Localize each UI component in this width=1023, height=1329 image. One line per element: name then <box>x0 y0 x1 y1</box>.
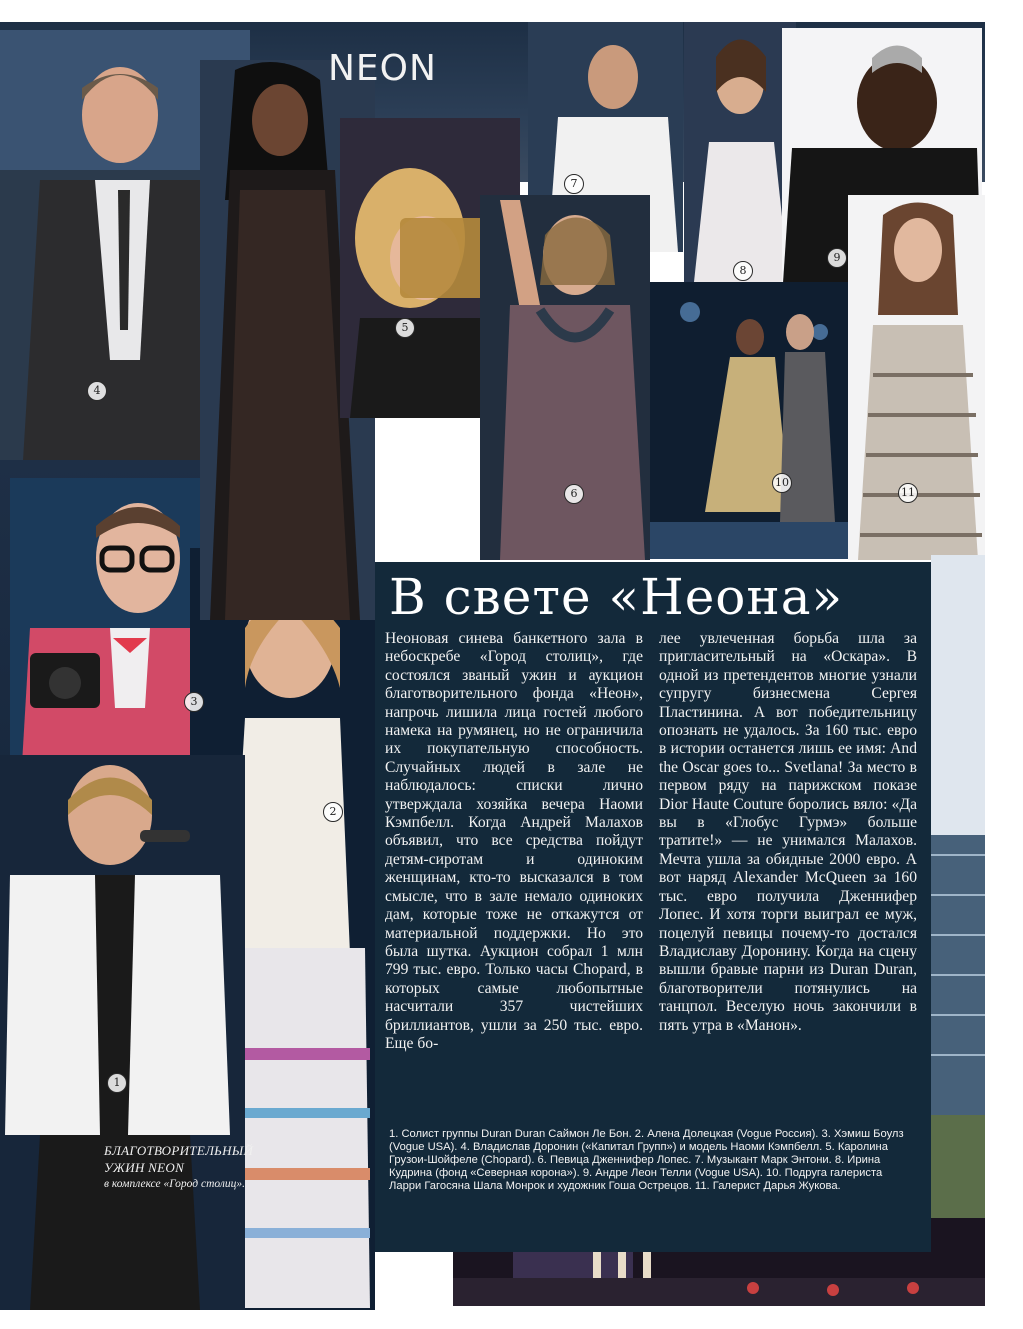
photo-11-woman-striped-dress <box>848 195 985 560</box>
photo-number-1: 1 <box>107 1073 127 1093</box>
photo-number-2: 2 <box>323 802 343 822</box>
photo-number-6: 6 <box>564 484 584 504</box>
article-column-2: лее увлеченная борьба шла за пригласительный на «Оскара». В одной из претендентов многие узнали супругу бизнесмена Сергея Пластинина. А вот победительницу опознать не удалось. За 160 тыс. евро в истории останется лишь ее имя: And the Oscar goes to... Svetlana! За место в первом ряду на парижском показе Dior Haute Couture боролись вяло: «Да вы в «Глобус Гурмэ» больше тратите!» — не унимался Малахов. Мечта ушла за обидные 2000 евро. А вот наряд Alexander McQueen за 160 тыс. евро получила Дженнифер Лопес. И хотя торги выиграл ее муж, поцелуй певицы почему-то достался Владиславу Доронину. Когда на сцену вышли бравые парни из Duran Duran, благотворители потянулись на танцпол. Веселую ночь закончили в пять утра в «Манон». <box>659 630 917 1034</box>
photo-10-dancing-couple <box>650 282 862 559</box>
event-caption-title-line1: БЛАГОТВОРИТЕЛЬНЫЙ <box>104 1143 254 1158</box>
photo-captions: 1. Солист группы Duran Duran Саймон Ле Бон. 2. Алена Долецкая (Vogue Россия). 3. Хэмиш Боулз (Vogue USA). 4. Владислав Доронин («Капитал Групп») и модель Наоми Кэмпбелл. 5. Каролина Грузои-Шойфеле (Chopard). 6. Певица Дженнифер Лопес. 7. Музыкант Марк Энтони. 8. Ирина Кудрина (фонд «Северная корона»). 9. Андре Леон Телли (Vogue USA). 10. Подруга галериста Ларри Гагосяна Шала Монрок и художник Гоша Острецов. 11. Галерист Дарья Жукова. <box>389 1128 904 1192</box>
article-box <box>375 562 931 1252</box>
neon-logo: NEON <box>328 48 437 89</box>
event-caption-subtitle: в комплексе «Город столиц». <box>104 1178 245 1190</box>
photo-1-singer-white-jacket <box>0 755 245 1310</box>
photo-number-7: 7 <box>564 174 584 194</box>
photo-number-4: 4 <box>87 381 107 401</box>
photo-number-5: 5 <box>395 318 415 338</box>
article-headline: В свете «Неона» <box>389 568 844 626</box>
photo-number-9: 9 <box>827 248 847 268</box>
photo-6-singer-draped-dress <box>480 195 650 560</box>
photo-number-11: 11 <box>898 483 918 503</box>
article-column-1: Неоновая синева банкетного зала в небоскребе «Город столиц», где состоялся званый ужин и аукцион благотворительного фонда «Неон», напрочь лишила лица гостей любого намека на румянец, но не ограничила их покупательную способность. Случайных людей в зале не наблюдалось: списки лично утверждала хозяйка вечера Наоми Кэмпбелл. Когда Андрей Малахов объявил, что все средства пойдут детям-сиротам и одиноким женщинам, кто-то высказался в том смысле, что в зале немало одиноких дам, которые тоже не откажутся от материальной поддержки. Но это была шутка. Аукцион собрал 1 млн 799 тыс. евро. Только часы Chopard, в которых самые любопытные насчитали 357 чистейших бриллиантов, ушли за 250 тыс. евро. Еще бо- <box>385 630 643 1052</box>
photo-number-8: 8 <box>733 261 753 281</box>
photo-skyscraper <box>931 555 985 1250</box>
event-caption <box>104 1142 314 1190</box>
event-caption-title-line2: УЖИН NEON <box>104 1160 185 1175</box>
photo-number-3: 3 <box>184 692 204 712</box>
photo-8-woman-white-strapless <box>684 22 796 282</box>
photo-number-10: 10 <box>772 473 792 493</box>
